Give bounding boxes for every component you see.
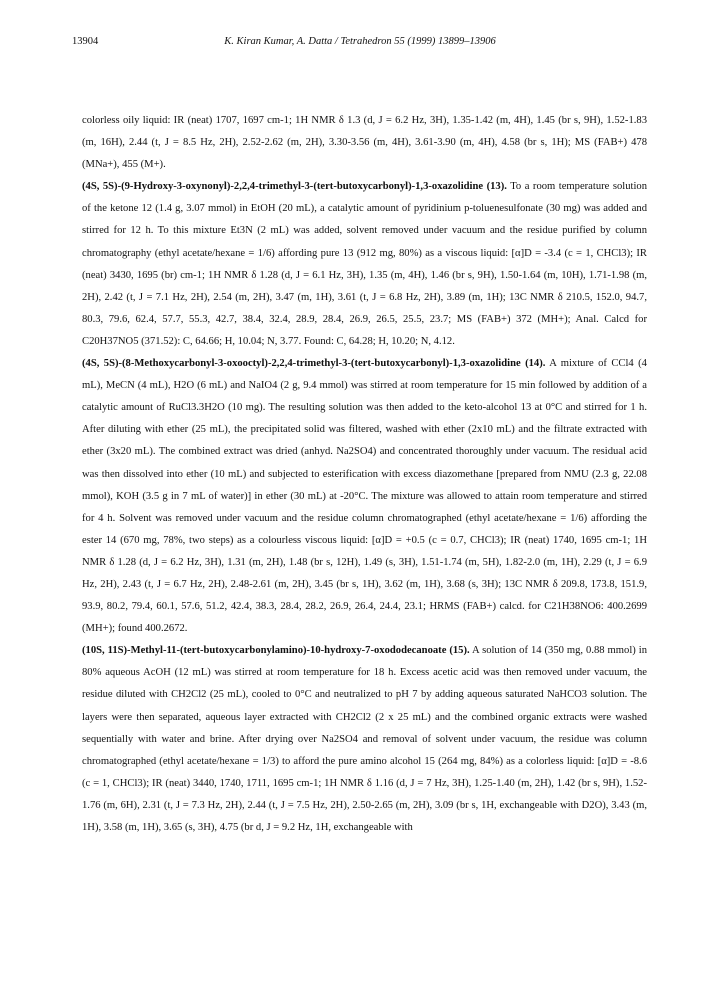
compound-heading: (4S, 5S)-(8-Methoxycarbonyl-3-oxooctyl)-2,2,4-trimethyl-3-(tert-butoxycarbonyl)-1,3-oxazolidine (14). (82, 358, 546, 370)
compound-heading: (4S, 5S)-(9-Hydroxy-3-oxynonyl)-2,2,4-trimethyl-3-(tert-butoxycarbonyl)-1,3-oxazolidine (13). (82, 181, 507, 193)
running-title: K. Kiran Kumar, A. Datta / Tetrahedron 55 (1999) 13899–13906 (224, 36, 496, 47)
paragraph-text: To a room temperature solution of the ketone 12 (1.4 g, 3.07 mmol) in EtOH (20 mL), a catalytic amount of pyridinium p-toluenesulfonate (30 mg) was added and stirred for 12 h. To this mixture Et3N (2 mL) was added, solvent removed under vacuum and the residue purified by column chromatography (ethyl acetate/hexane = 1/6) affording pure 13 (912 mg, 80%) as a viscous liquid: [α]D = -3.4 (c = 1, CHCl3); IR (neat) 3430, 1695 (br) cm-1; 1H NMR δ 1.28 (d, J = 6.1 Hz, 3H), 1.35 (m, 4H), 1.46 (br s, 9H), 1.50-1.64 (m, 10H), 1.71-1.98 (m, 2H), 2.42 (t, J = 7.1 Hz, 2H), 2.54 (m, 2H), 3.47 (m, 1H), 3.61 (t, J = 6.8 Hz, 2H), 3.89 (m, 1H); 13C NMR δ 210.5, 152.0, 94.7, 80.3, 79.6, 62.4, 57.7, 55.3, 42.7, 38.4, 32.4, 28.9, 28.4, 26.9, 26.5, 25.5, 23.7; MS (FAB+) 372 (MH+); Anal. Calcd for C20H37NO5 (371.52): C, 64.66; H, 10.04; N, 3.77. Found: C, 64.28; H, 10.20; N, 4.12. (82, 181, 647, 347)
paragraph-text: A mixture of CCl4 (4 mL), MeCN (4 mL), H2O (6 mL) and NaIO4 (2 g, 9.4 mmol) was stirred at room temperature for 15 min followed by addition of a catalytic amount of RuCl3.3H2O (10 mg). The resulting solution was then added to the keto-alcohol 13 at 0°C and stirred for 1 h. After diluting with ether (25 mL), the precipitated solid was filtered, washed with ether (2x10 mL) and the filtrate extracted with ether (3x20 mL). The combined extract was dried (anhyd. Na2SO4) and concentrated thoroughly under vacuum. The residual acid was then dissolved into ether (10 mL) and subjected to esterification with excess diazomethane [prepared from NMU (2.3 g, 22.08 mmol), KOH (3.5 g in 7 mL of water)] in ether (30 mL) at -20°C. The mixture was allowed to attain room temperature and stirred for 4 h. Solvent was removed under vacuum and the residue column chromatographed (ethyl acetate/hexane = 1/6) affording the ester 14 (670 mg, 78%, two steps) as a colourless viscous liquid: [α]D = +0.5 (c = 0.7, CHCl3); IR (neat) 1740, 1695 cm-1; 1H NMR δ 1.28 (d, J = 6.2 Hz, 3H), 1.31 (m, 2H), 1.48 (br s, 12H), 1.49 (s, 3H), 1.51-1.74 (m, 5H), 1.82-2.0 (m, 1H), 2.29 (t, J = 6.9 Hz, 2H), 2.43 (t, J = 6.7 Hz, 2H), 2.48-2.61 (m, 2H), 3.45 (br s, 1H), 3.62 (m, 1H), 3.68 (s, 3H); 13C NMR δ 209.8, 173.8, 151.9, 93.9, 80.2, 79.4, 60.1, 57.6, 51.2, 42.4, 38.3, 28.4, 28.2, 26.9, 26.4, 24.4, 23.1; HRMS (FAB+) calcd. for C21H38NO6: 400.2699 (MH+); found 400.2672. (82, 358, 647, 635)
paragraph-continuation (82, 110, 647, 176)
paragraph-text: colorless oily liquid: IR (neat) 1707, 1697 cm-1; 1H NMR δ 1.3 (d, J = 6.2 Hz, 3H), 1.35-1.42 (m, 4H), 1.45 (br s, 9H), 1.52-1.83 (m, 16H), 2.44 (t, J = 8.5 Hz, 2H), 2.52-2.62 (m, 2H), 3.30-3.56 (m, 4H), 3.61-3.90 (m, 4H), 4.58 (br s, 1H); MS (FAB+) 478 (MNa+), 455 (M+). (82, 115, 647, 171)
paragraph-compound-14 (82, 353, 647, 640)
paragraph-compound-15 (82, 640, 647, 839)
paragraph-compound-13 (82, 176, 647, 353)
page-header (72, 36, 648, 52)
page-number: 13904 (72, 36, 99, 47)
article-body (82, 110, 647, 839)
paragraph-text: A solution of 14 (350 mg, 0.88 mmol) in 80% aqueous AcOH (12 mL) was stirred at room temperature for 18 h. Excess acetic acid was then removed under vacuum, the residue diluted with CH2Cl2 (25 mL), cooled to 0°C and neutralized to pH 7 by adding aqueous saturated NaHCO3 solution. The layers were then separated, aqueous layer extracted with CH2Cl2 (2 x 25 mL) and the combined organic extracts were washed sequentially with water and brine. After drying over Na2SO4 and removal of solvent under vacuum, the residue was column chromatographed (ethyl acetate/hexane = 1/3) to afford the pure amino alcohol 15 (264 mg, 84%) as a colorless liquid: [α]D = -8.6 (c = 1, CHCl3); IR (neat) 3440, 1740, 1711, 1695 cm-1; 1H NMR δ 1.16 (d, J = 7 Hz, 3H), 1.25-1.40 (m, 2H), 1.42 (br s, 9H), 1.52-1.76 (m, 6H), 2.31 (t, J = 7.3 Hz, 2H), 2.44 (t, J = 7.5 Hz, 2H), 2.50-2.65 (m, 2H), 3.09 (br s, 1H, exchangeable with D2O), 3.43 (m, 1H), 3.58 (m, 1H), 3.65 (s, 3H), 4.75 (br d, J = 9.2 Hz, 1H, exchangeable with (82, 645, 647, 833)
compound-heading: (10S, 11S)-Methyl-11-(tert-butoxycarbonylamino)-10-hydroxy-7-oxododecanoate (15). (82, 645, 470, 657)
